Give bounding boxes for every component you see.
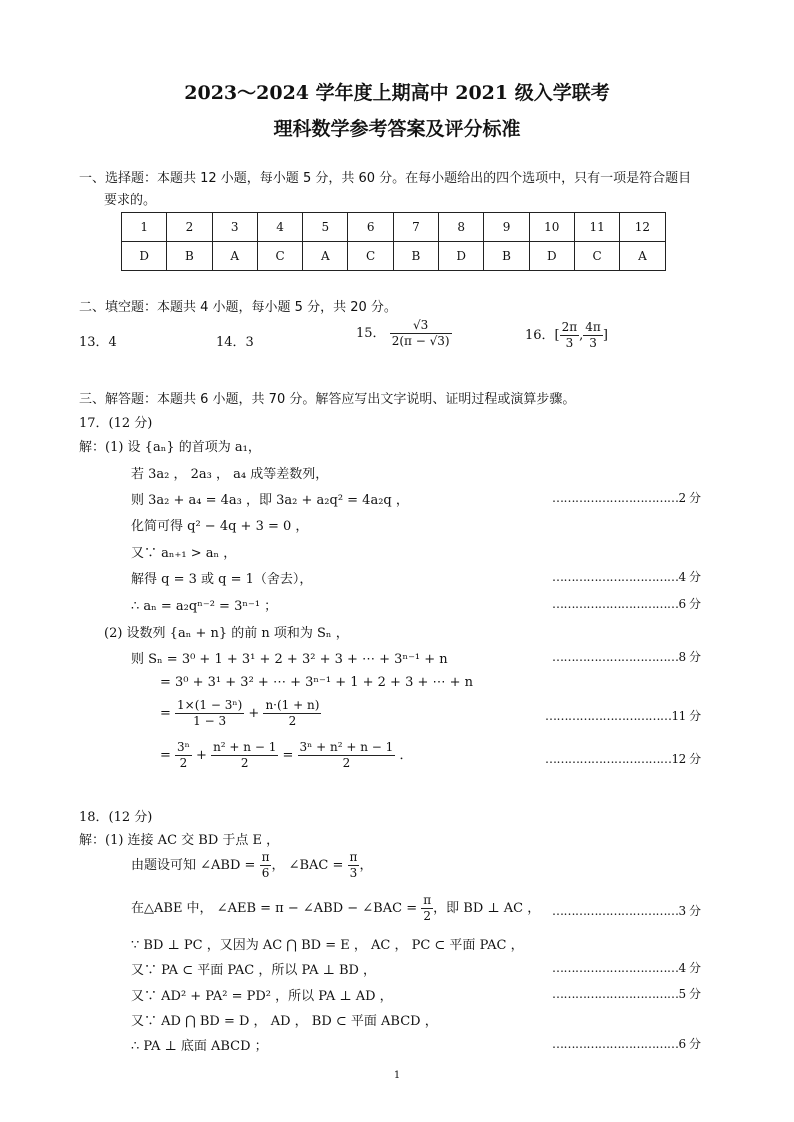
question-number-cell: 3 xyxy=(212,213,257,242)
denominator: 2 xyxy=(342,756,351,770)
answer-15-fraction xyxy=(390,318,452,349)
q17-line: 则 3a₂ + a₄ = 4a₃ ，即 3a₂ + a₂q² = 4a₂q ， xyxy=(131,493,409,508)
answer-16-lower xyxy=(560,320,580,351)
question-number-cell: 9 xyxy=(484,213,529,242)
q17-line: = 3⁰ + 3¹ + 3² + ⋯ + 3ⁿ⁻¹ + 1 + 2 + 3 + ⋯ + n xyxy=(160,675,474,690)
period: ． xyxy=(399,748,413,763)
numerator: 3ⁿ + n² + n − 1 xyxy=(299,740,394,754)
denominator: 2 xyxy=(288,714,297,728)
plus: + xyxy=(248,706,260,721)
answer-cell: B xyxy=(393,242,438,271)
answer-16-lower-den: 3 xyxy=(565,336,574,350)
text: 在△ABE 中， ∠AEB = π − ∠ABD − ∠BAC = xyxy=(131,901,418,916)
numerator: n·(1 + n) xyxy=(265,698,320,712)
numerator: 1×(1 − 3ⁿ) xyxy=(177,698,243,712)
answer-15-label: 15． xyxy=(356,326,386,341)
fraction xyxy=(260,850,272,881)
question-number-cell: 10 xyxy=(529,213,574,242)
score-mark: ……………………………6 分 xyxy=(552,1037,701,1051)
question-number-cell: 12 xyxy=(620,213,665,242)
q18-line: 又∵ PA ⊂ 平面 PAC ，所以 PA ⊥ BD ， xyxy=(131,963,377,978)
text: ， xyxy=(359,858,373,873)
q18-line: ∵ BD ⊥ PC ，又因为 AC ⋂ BD = E ， AC ， PC ⊂ 平面 PAC ， xyxy=(131,938,524,953)
numerator: π xyxy=(349,850,358,864)
question-number-cell: 6 xyxy=(348,213,393,242)
q17-line: 则 Sₙ = 3⁰ + 1 + 3¹ + 2 + 3² + 3 + ⋯ + 3ⁿ⁻¹ + n xyxy=(131,652,448,667)
numerator: π xyxy=(261,850,270,864)
answer-cell: C xyxy=(574,242,619,271)
q17-line: 又∵ aₙ₊₁ > aₙ ， xyxy=(131,546,237,561)
answer-cell: A xyxy=(303,242,348,271)
q17-line: (2) 设数列 {aₙ + n} 的前 n 项和为 Sₙ ， xyxy=(104,626,349,641)
fraction xyxy=(211,740,278,771)
section1-heading: 一、选择题：本题共 12 小题，每小题 5 分，共 60 分。在每小题给出的四个选项中，只有一项是符合题目 xyxy=(79,171,692,186)
numerator: π xyxy=(423,893,432,907)
equals: = xyxy=(160,748,171,763)
answer-table xyxy=(121,212,666,271)
fraction xyxy=(421,893,433,924)
q17-line: 解得 q = 3 或 q = 1（舍去）， xyxy=(131,572,313,587)
denominator: 1 − 3 xyxy=(193,714,227,728)
section1-heading-cont: 要求的。 xyxy=(104,193,157,208)
q18-line: ∴ PA ⊥ 底面 ABCD ； xyxy=(131,1039,268,1054)
fraction xyxy=(298,740,396,771)
section2-heading: 二、填空题：本题共 4 小题，每小题 5 分，共 20 分。 xyxy=(79,300,397,315)
question-number-cell: 1 xyxy=(122,213,167,242)
denominator: 6 xyxy=(261,866,270,880)
score-mark: ……………………………2 分 xyxy=(552,491,701,505)
answer-16-label: 16．[ xyxy=(525,328,560,343)
text: ，即 BD ⊥ AC ， xyxy=(433,901,541,916)
answer-14: 14．3 xyxy=(216,335,254,350)
answer-cell: B xyxy=(484,242,529,271)
q17-line: 若 3a₂ ， 2a₃ ， a₄ 成等差数列， xyxy=(131,467,329,482)
answer-16-upper-num: 4π xyxy=(585,320,601,334)
question-number-cell: 7 xyxy=(393,213,438,242)
score-mark: ……………………………11 分 xyxy=(545,709,701,723)
answer-cell: C xyxy=(257,242,302,271)
q18-line-fraction xyxy=(131,850,372,881)
page-title: 2023～2024 学年度上期高中 2021 级入学联考 xyxy=(184,82,610,104)
text: ， ∠BAC = xyxy=(271,858,344,873)
q17-line-fraction xyxy=(160,698,321,729)
answer-16-upper-den: 3 xyxy=(589,336,597,350)
denominator: 3 xyxy=(349,866,358,880)
answer-16-lower-num: 2π xyxy=(561,320,578,334)
q18-line: 解：(1) 连接 AC 交 BD 于点 E ， xyxy=(79,833,280,848)
q17-line: ∴ aₙ = a₂qⁿ⁻² = 3ⁿ⁻¹ ； xyxy=(131,599,278,614)
answer-cell: A xyxy=(212,242,257,271)
q18-line: 又∵ AD ⋂ BD = D ， AD ， BD ⊂ 平面 ABCD ， xyxy=(131,1014,438,1029)
score-mark: ……………………………4 分 xyxy=(552,961,701,975)
equals: = xyxy=(282,748,294,763)
answer-table-answer-row xyxy=(122,242,666,271)
answer-15 xyxy=(356,318,452,349)
answer-cell: B xyxy=(167,242,212,271)
question-number-cell: 4 xyxy=(257,213,302,242)
score-mark: ……………………………6 分 xyxy=(552,597,701,611)
q17-line-fraction xyxy=(160,740,412,771)
q18-line-fraction xyxy=(131,893,540,924)
answer-16: 16．[ $\frac{2\pi}{3}$ , $\frac{4\pi}{3}$ ] xyxy=(525,320,608,350)
denominator: 2 xyxy=(423,909,432,923)
score-mark: ……………………………5 分 xyxy=(552,987,701,1001)
equals: = xyxy=(160,706,171,721)
q18-title: 18．(12 分) xyxy=(79,810,153,825)
answer-cell: D xyxy=(439,242,484,271)
answer-table-number-row xyxy=(122,213,666,242)
q17-line: 化简可得 q² − 4q + 3 = 0 ， xyxy=(131,519,309,534)
score-mark: ……………………………8 分 xyxy=(552,650,701,664)
page-number: 1 xyxy=(393,1070,401,1081)
question-number-cell: 11 xyxy=(574,213,619,242)
q18-line: 又∵ AD² + PA² = PD² ，所以 PA ⊥ AD ， xyxy=(131,989,393,1004)
q17-line: 解：(1) 设 {aₙ} 的首项为 a₁， xyxy=(79,440,261,455)
question-number-cell: 5 xyxy=(303,213,348,242)
text: 由题设可知 ∠ABD = xyxy=(131,858,256,873)
page-subtitle: 理科数学参考答案及评分标准 xyxy=(273,118,521,140)
question-number-cell: 2 xyxy=(167,213,212,242)
score-mark: ……………………………4 分 xyxy=(552,570,701,584)
denominator: 2 xyxy=(179,756,188,770)
question-number-cell: 8 xyxy=(439,213,484,242)
answer-cell: C xyxy=(348,242,393,271)
answer-16-end: ] xyxy=(602,328,608,343)
score-mark: ……………………………12 分 xyxy=(545,752,701,766)
answer-13: 13．4 xyxy=(79,335,117,350)
fraction xyxy=(263,698,321,729)
answer-cell: D xyxy=(529,242,574,271)
q17-title: 17．(12 分) xyxy=(79,416,153,431)
fraction xyxy=(348,850,360,881)
score-mark: ……………………………3 分 xyxy=(552,904,701,918)
section3-heading: 三、解答题：本题共 6 小题，共 70 分。解答应写出文字说明、证明过程或演算步骤。 xyxy=(79,392,576,407)
denominator: 2 xyxy=(240,756,249,770)
answer-cell: D xyxy=(122,242,167,271)
fraction xyxy=(175,740,192,771)
numerator: n² + n − 1 xyxy=(213,740,277,754)
answer-16-upper xyxy=(583,320,603,351)
plus: + xyxy=(196,748,207,763)
fraction xyxy=(175,698,244,729)
answer-cell: A xyxy=(620,242,665,271)
numerator: 3ⁿ xyxy=(177,740,190,754)
answer-15-numerator: √3 xyxy=(390,318,452,334)
answer-15-denominator: 2(π − √3) xyxy=(391,334,450,348)
